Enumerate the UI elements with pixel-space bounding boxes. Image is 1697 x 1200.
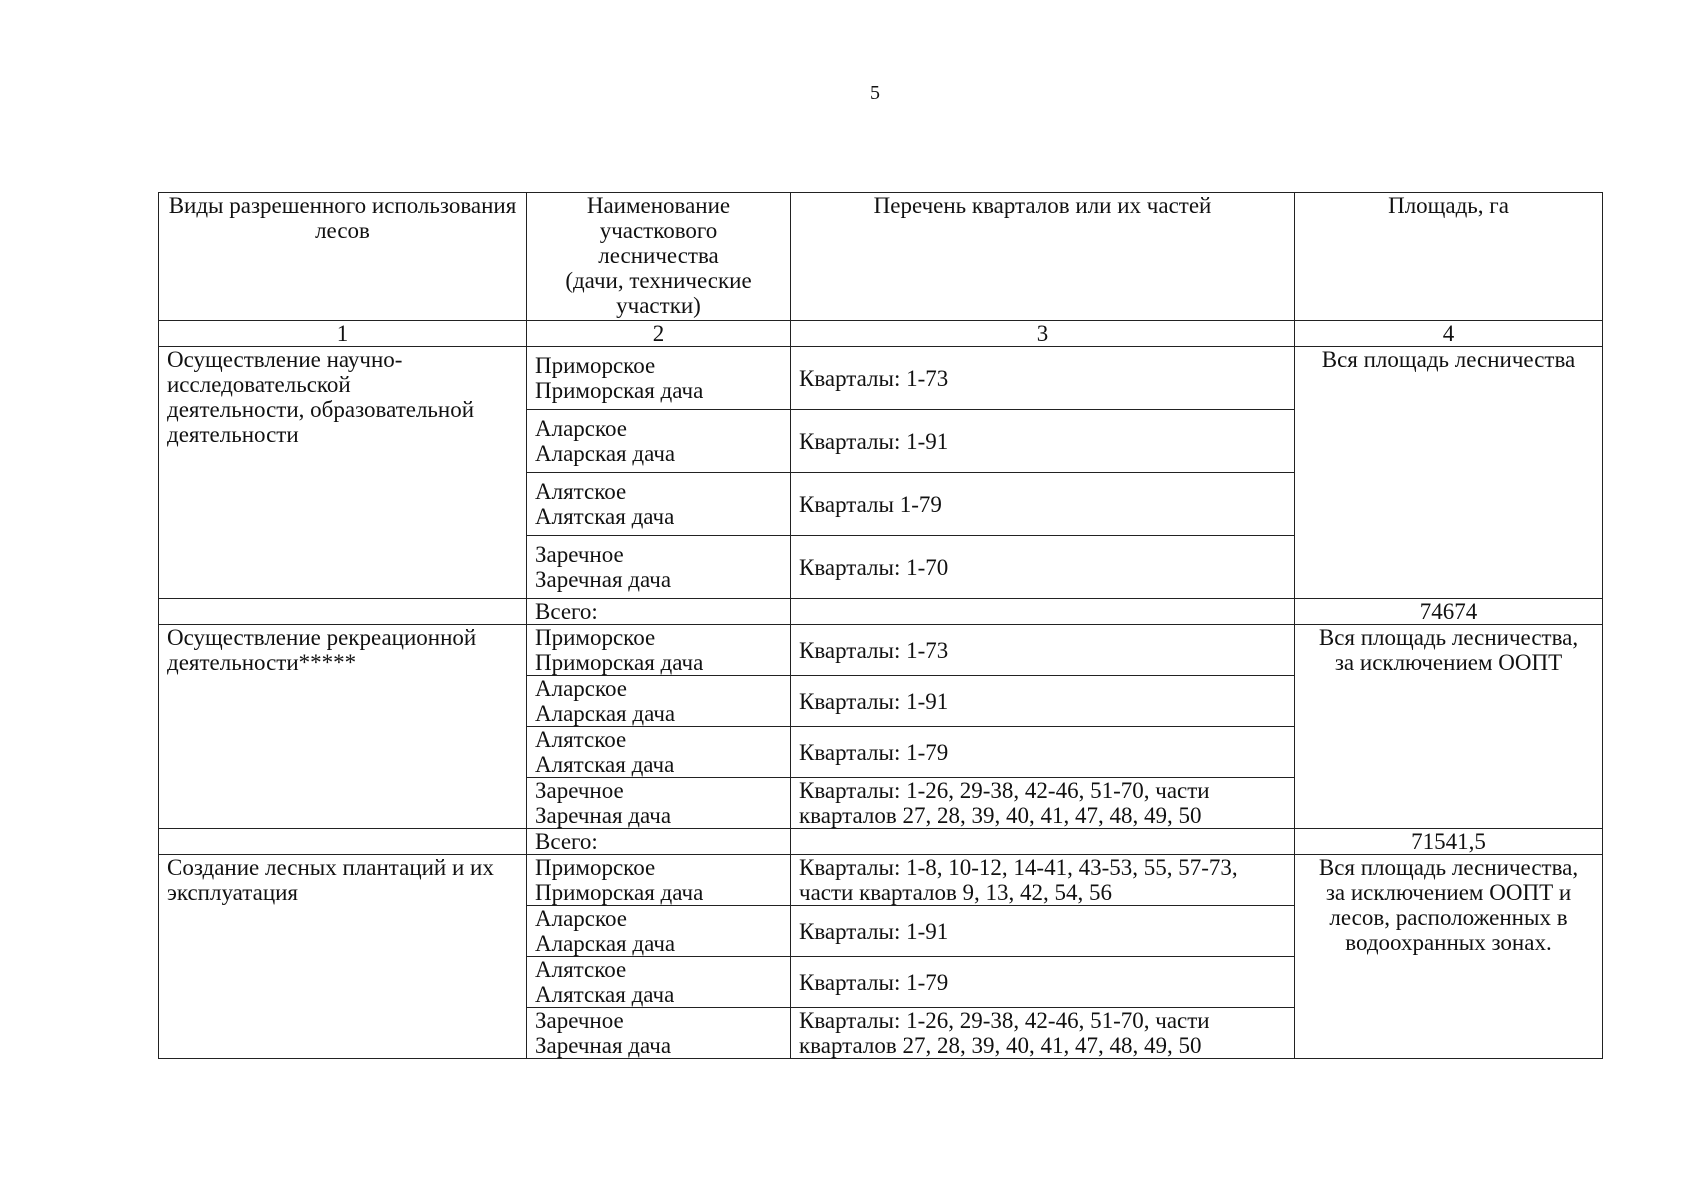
header-forestry-line: лесничества — [598, 243, 719, 268]
forestry-cell — [527, 676, 791, 727]
use-kind-line: Создание лесных плантаций и их — [167, 855, 494, 880]
forestry-name: Приморское — [535, 353, 656, 378]
area-line: Вся площадь лесничества — [1321, 347, 1576, 372]
quarters-cell — [791, 473, 1295, 536]
area-line: лесов, расположенных в — [1329, 905, 1568, 930]
use-kind-cell — [159, 347, 527, 599]
header-forestry — [527, 193, 791, 321]
dacha-name: Приморская дача — [535, 378, 704, 403]
forestry-cell — [527, 727, 791, 778]
table-row — [159, 347, 1603, 410]
total-value: 74674 — [1295, 599, 1603, 625]
page-number: 5 — [870, 82, 880, 104]
use-kind-line: деятельности — [167, 422, 299, 447]
area-cell — [1295, 347, 1603, 599]
forestry-cell — [527, 347, 791, 410]
quarters-cell — [791, 855, 1295, 906]
use-kind-cell — [159, 625, 527, 829]
column-number: 1 — [159, 321, 527, 347]
dacha-name: Аларская дача — [535, 701, 676, 726]
quarters-line: Кварталы: 1-73 — [799, 365, 949, 391]
forestry-name: Заречное — [535, 542, 624, 567]
dacha-name: Заречная дача — [535, 803, 672, 828]
area-line: водоохранных зонах. — [1345, 930, 1552, 955]
table-row — [159, 855, 1603, 906]
use-kind-line: деятельности***** — [167, 650, 357, 675]
header-quarters: Перечень кварталов или их частей — [791, 193, 1295, 321]
header-area: Площадь, га — [1295, 193, 1603, 321]
use-kind-line: Осуществление рекреационной — [167, 625, 477, 650]
column-number-row — [159, 321, 1603, 347]
total-row — [159, 599, 1603, 625]
quarters-line: части кварталов 9, 13, 42, 54, 56 — [799, 880, 1113, 905]
area-line: за исключением ООПТ — [1334, 650, 1563, 675]
quarters-line: Кварталы: 1-79 — [799, 739, 949, 765]
quarters-cell — [791, 625, 1295, 676]
quarters-cell — [791, 1008, 1295, 1059]
forestry-cell — [527, 855, 791, 906]
area-cell — [1295, 855, 1603, 1059]
area-line: за исключением ООПТ и — [1325, 880, 1572, 905]
forestry-cell — [527, 536, 791, 599]
quarters-cell — [791, 536, 1295, 599]
forestry-name: Алятское — [535, 727, 627, 752]
dacha-name: Алятская дача — [535, 752, 675, 777]
total-row — [159, 829, 1603, 855]
total-label: Всего: — [527, 829, 791, 855]
quarters-cell — [791, 676, 1295, 727]
total-empty-cell — [791, 599, 1295, 625]
quarters-cell — [791, 410, 1295, 473]
use-kind-line: исследовательской — [167, 372, 351, 397]
column-number: 4 — [1295, 321, 1603, 347]
forestry-cell — [527, 778, 791, 829]
quarters-cell — [791, 957, 1295, 1008]
forestry-name: Приморское — [535, 855, 656, 880]
dacha-name: Заречная дача — [535, 567, 672, 592]
forestry-name: Аларское — [535, 906, 627, 931]
dacha-name: Аларская дача — [535, 931, 676, 956]
forestry-cell — [527, 957, 791, 1008]
dacha-name: Приморская дача — [535, 650, 704, 675]
quarters-line: Кварталы: 1-91 — [799, 688, 949, 714]
table-row — [159, 625, 1603, 676]
total-empty-cell — [159, 829, 527, 855]
header-forestry-line: Наименование — [586, 193, 731, 218]
quarters-line: Кварталы: 1-70 — [799, 554, 949, 580]
header-forestry-line: участкового — [599, 218, 718, 243]
quarters-cell — [791, 778, 1295, 829]
forestry-name: Алятское — [535, 479, 627, 504]
quarters-line: Кварталы: 1-91 — [799, 918, 949, 944]
quarters-line: кварталов 27, 28, 39, 40, 41, 47, 48, 49, 50 — [799, 803, 1202, 828]
forestry-name: Заречное — [535, 1008, 624, 1033]
quarters-line: Кварталы: 1-91 — [799, 428, 949, 454]
column-number: 3 — [791, 321, 1295, 347]
forestry-cell — [527, 906, 791, 957]
dacha-name: Заречная дача — [535, 1033, 672, 1058]
quarters-line: Кварталы: 1-79 — [799, 969, 949, 995]
area-line: Вся площадь лесничества, — [1318, 855, 1579, 880]
area-cell — [1295, 625, 1603, 829]
forestry-name: Аларское — [535, 416, 627, 441]
column-number: 2 — [527, 321, 791, 347]
forestry-cell — [527, 1008, 791, 1059]
forestry-name: Алятское — [535, 957, 627, 982]
quarters-line: кварталов 27, 28, 39, 40, 41, 47, 48, 49, 50 — [799, 1033, 1202, 1058]
use-kind-cell — [159, 855, 527, 1059]
total-empty-cell — [159, 599, 527, 625]
total-value: 71541,5 — [1295, 829, 1603, 855]
header-row — [159, 193, 1603, 321]
quarters-line: Кварталы 1-79 — [799, 491, 942, 517]
forestry-cell — [527, 410, 791, 473]
forest-use-table — [158, 192, 1603, 1059]
use-kind-line: Осуществление научно- — [167, 347, 403, 372]
quarters-line: Кварталы: 1-26, 29-38, 42-46, 51-70, части — [799, 1008, 1210, 1033]
quarters-line: Кварталы: 1-8, 10-12, 14-41, 43-53, 55, 57-73, — [799, 855, 1238, 880]
forestry-name: Аларское — [535, 676, 627, 701]
use-kind-line: деятельности, образовательной — [167, 397, 475, 422]
dacha-name: Алятская дача — [535, 982, 675, 1007]
forestry-cell — [527, 625, 791, 676]
forestry-name: Заречное — [535, 778, 624, 803]
quarters-cell — [791, 347, 1295, 410]
header-forestry-line: (дачи, технические — [565, 268, 752, 293]
quarters-cell — [791, 727, 1295, 778]
forestry-cell — [527, 473, 791, 536]
dacha-name: Приморская дача — [535, 880, 704, 905]
header-kind: Виды разрешенного использования лесов — [159, 193, 527, 321]
forestry-name: Приморское — [535, 625, 656, 650]
quarters-cell — [791, 906, 1295, 957]
use-kind-line: эксплуатация — [167, 880, 299, 905]
total-label: Всего: — [527, 599, 791, 625]
dacha-name: Аларская дача — [535, 441, 676, 466]
quarters-line: Кварталы: 1-26, 29-38, 42-46, 51-70, части — [799, 778, 1210, 803]
area-line: Вся площадь лесничества, — [1318, 625, 1579, 650]
total-empty-cell — [791, 829, 1295, 855]
quarters-line: Кварталы: 1-73 — [799, 637, 949, 663]
dacha-name: Алятская дача — [535, 504, 675, 529]
header-forestry-line: участки) — [616, 293, 701, 318]
